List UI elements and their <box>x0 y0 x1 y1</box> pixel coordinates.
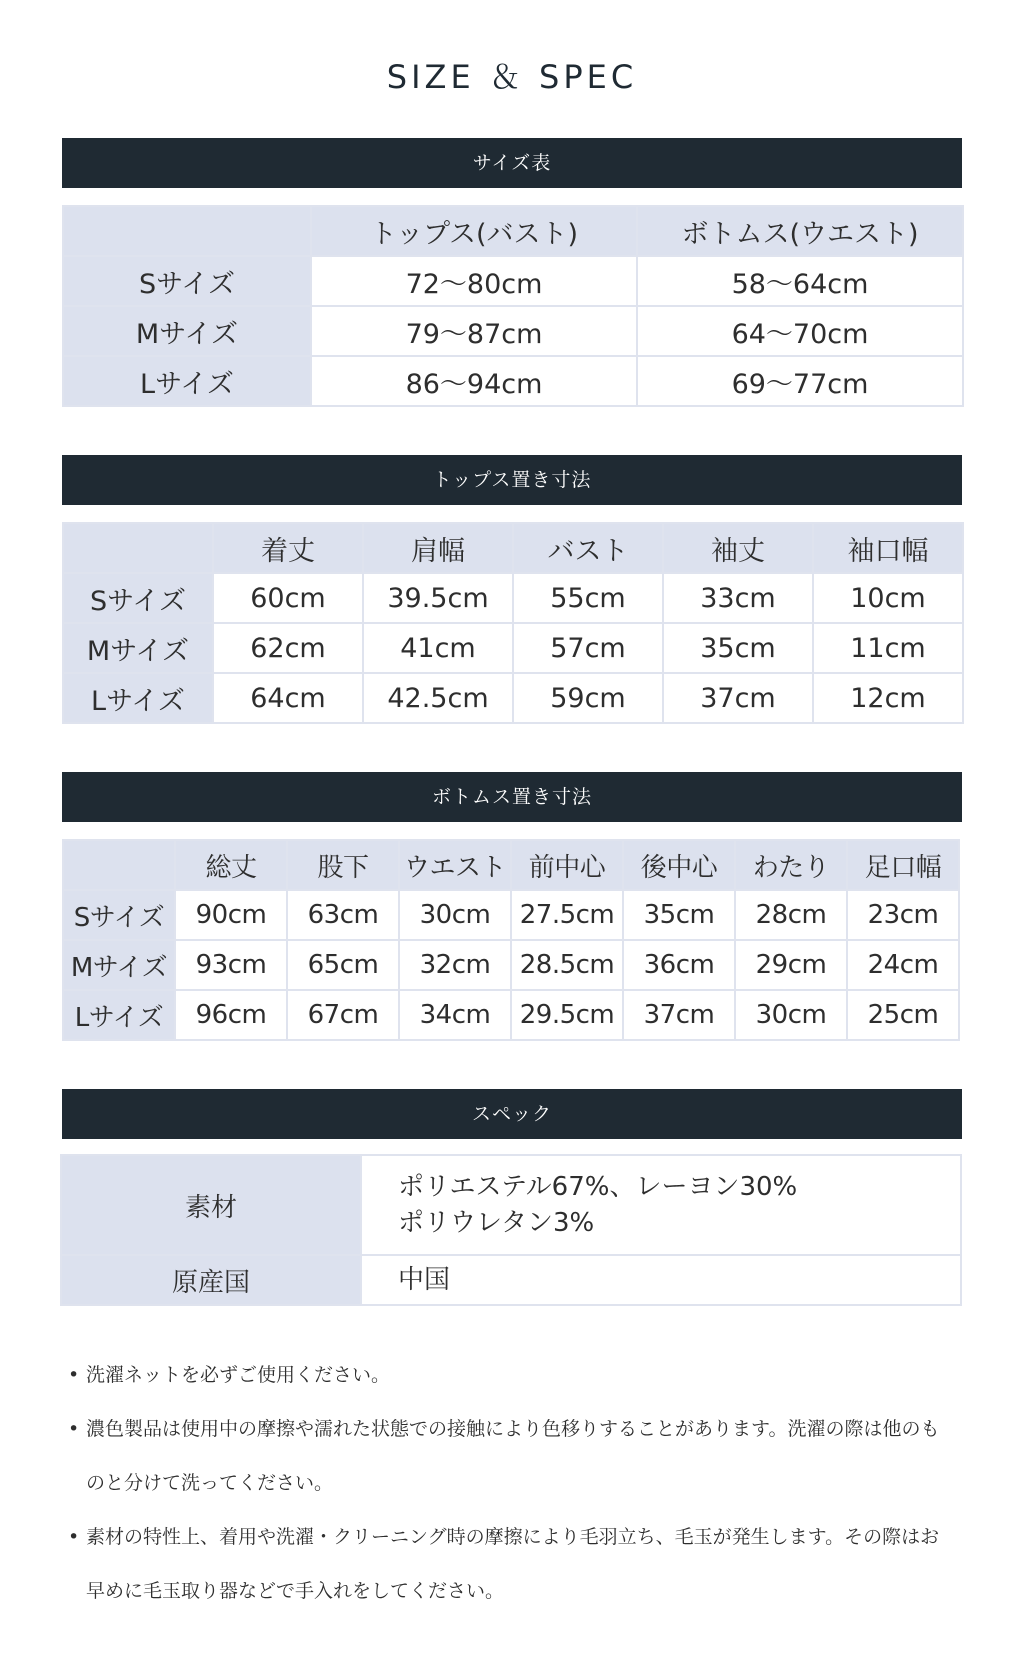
table-corner-cell <box>63 840 175 890</box>
column-header: 肩幅 <box>363 523 513 573</box>
row-label: Sサイズ <box>63 256 311 306</box>
table-corner-cell <box>63 206 311 256</box>
table-cell: 36cm <box>623 940 735 990</box>
table-cell: 93cm <box>175 940 287 990</box>
column-header: 前中心 <box>511 840 623 890</box>
table-cell: 60cm <box>213 573 363 623</box>
table-cell: 63cm <box>287 890 399 940</box>
column-header: バスト <box>513 523 663 573</box>
table-cell: 30cm <box>735 990 847 1040</box>
column-header: 袖丈 <box>663 523 813 573</box>
care-note: • 洗濯ネットを必ずご使用ください。 <box>66 1348 946 1402</box>
size-table <box>62 205 964 407</box>
table-header-row <box>63 840 959 890</box>
table-cell: 64cm <box>213 673 363 723</box>
row-label: Lサイズ <box>63 356 311 406</box>
table-cell: 69〜77cm <box>637 356 963 406</box>
table-row <box>63 673 963 723</box>
table-cell: 28cm <box>735 890 847 940</box>
table-cell: 42.5cm <box>363 673 513 723</box>
bottoms-table-heading: ボトムス置き寸法 <box>62 772 962 822</box>
row-label: Sサイズ <box>63 890 175 940</box>
table-cell: 67cm <box>287 990 399 1040</box>
table-row <box>63 940 959 990</box>
table-corner-cell <box>63 523 213 573</box>
column-header: 後中心 <box>623 840 735 890</box>
table-row <box>63 356 963 406</box>
column-header: ウエスト <box>399 840 511 890</box>
column-header: 総丈 <box>175 840 287 890</box>
table-cell: 96cm <box>175 990 287 1040</box>
material-line: ポリウレタン3% <box>398 1208 595 1238</box>
spec-row-material <box>61 1155 961 1255</box>
column-header: トップス(バスト) <box>311 206 637 256</box>
table-cell: 58〜64cm <box>637 256 963 306</box>
material-value <box>361 1155 961 1255</box>
table-cell: 90cm <box>175 890 287 940</box>
care-note: • 濃色製品は使用中の摩擦や濡れた状態での接触により色移りすることがあります。洗濯の際は他のものと分けて洗ってください。 <box>66 1402 946 1510</box>
table-cell: 59cm <box>513 673 663 723</box>
table-cell: 65cm <box>287 940 399 990</box>
table-cell: 29cm <box>735 940 847 990</box>
column-header: 着丈 <box>213 523 363 573</box>
table-cell: 11cm <box>813 623 963 673</box>
table-cell: 37cm <box>623 990 735 1040</box>
table-row <box>63 890 959 940</box>
size-table-heading: サイズ表 <box>62 138 962 188</box>
column-header: わたり <box>735 840 847 890</box>
table-cell: 35cm <box>623 890 735 940</box>
table-cell: 12cm <box>813 673 963 723</box>
table-cell: 24cm <box>847 940 959 990</box>
table-row <box>63 573 963 623</box>
table-cell: 86〜94cm <box>311 356 637 406</box>
spec-heading: スペック <box>62 1089 962 1139</box>
material-line: ポリエステル67%、レーヨン30% <box>398 1172 798 1202</box>
table-cell: 55cm <box>513 573 663 623</box>
row-label: Lサイズ <box>63 673 213 723</box>
table-cell: 35cm <box>663 623 813 673</box>
table-cell: 37cm <box>663 673 813 723</box>
column-header: 袖口幅 <box>813 523 963 573</box>
table-row <box>63 623 963 673</box>
origin-label: 原産国 <box>61 1255 361 1305</box>
page-title: SIZE ＆ SPEC <box>386 58 638 96</box>
origin-value: 中国 <box>361 1255 961 1305</box>
row-label: Lサイズ <box>63 990 175 1040</box>
table-cell: 29.5cm <box>511 990 623 1040</box>
bottoms-table <box>62 839 960 1041</box>
table-cell: 32cm <box>399 940 511 990</box>
row-label: Sサイズ <box>63 573 213 623</box>
table-header-row <box>63 206 963 256</box>
table-cell: 62cm <box>213 623 363 673</box>
table-cell: 64〜70cm <box>637 306 963 356</box>
table-header-row <box>63 523 963 573</box>
table-cell: 72〜80cm <box>311 256 637 306</box>
spec-table <box>60 1154 962 1306</box>
table-cell: 57cm <box>513 623 663 673</box>
material-label: 素材 <box>61 1155 361 1255</box>
care-note: • 素材の特性上、着用や洗濯・クリーニング時の摩擦により毛羽立ち、毛玉が発生します。その際はお早めに毛玉取り器などで手入れをしてください。 <box>66 1510 946 1618</box>
row-label: Mサイズ <box>63 940 175 990</box>
table-cell: 23cm <box>847 890 959 940</box>
table-cell: 10cm <box>813 573 963 623</box>
table-cell: 39.5cm <box>363 573 513 623</box>
table-row <box>63 990 959 1040</box>
row-label: Mサイズ <box>63 623 213 673</box>
table-cell: 30cm <box>399 890 511 940</box>
column-header: ボトムス(ウエスト) <box>637 206 963 256</box>
tops-table-heading: トップス置き寸法 <box>62 455 962 505</box>
table-row <box>63 306 963 356</box>
table-cell: 34cm <box>399 990 511 1040</box>
table-cell: 27.5cm <box>511 890 623 940</box>
care-notes <box>66 1348 946 1618</box>
table-cell: 25cm <box>847 990 959 1040</box>
row-label: Mサイズ <box>63 306 311 356</box>
table-cell: 41cm <box>363 623 513 673</box>
column-header: 股下 <box>287 840 399 890</box>
table-cell: 33cm <box>663 573 813 623</box>
table-row <box>63 256 963 306</box>
spec-row-origin <box>61 1255 961 1305</box>
table-cell: 28.5cm <box>511 940 623 990</box>
column-header: 足口幅 <box>847 840 959 890</box>
table-cell: 79〜87cm <box>311 306 637 356</box>
tops-table <box>62 522 964 724</box>
